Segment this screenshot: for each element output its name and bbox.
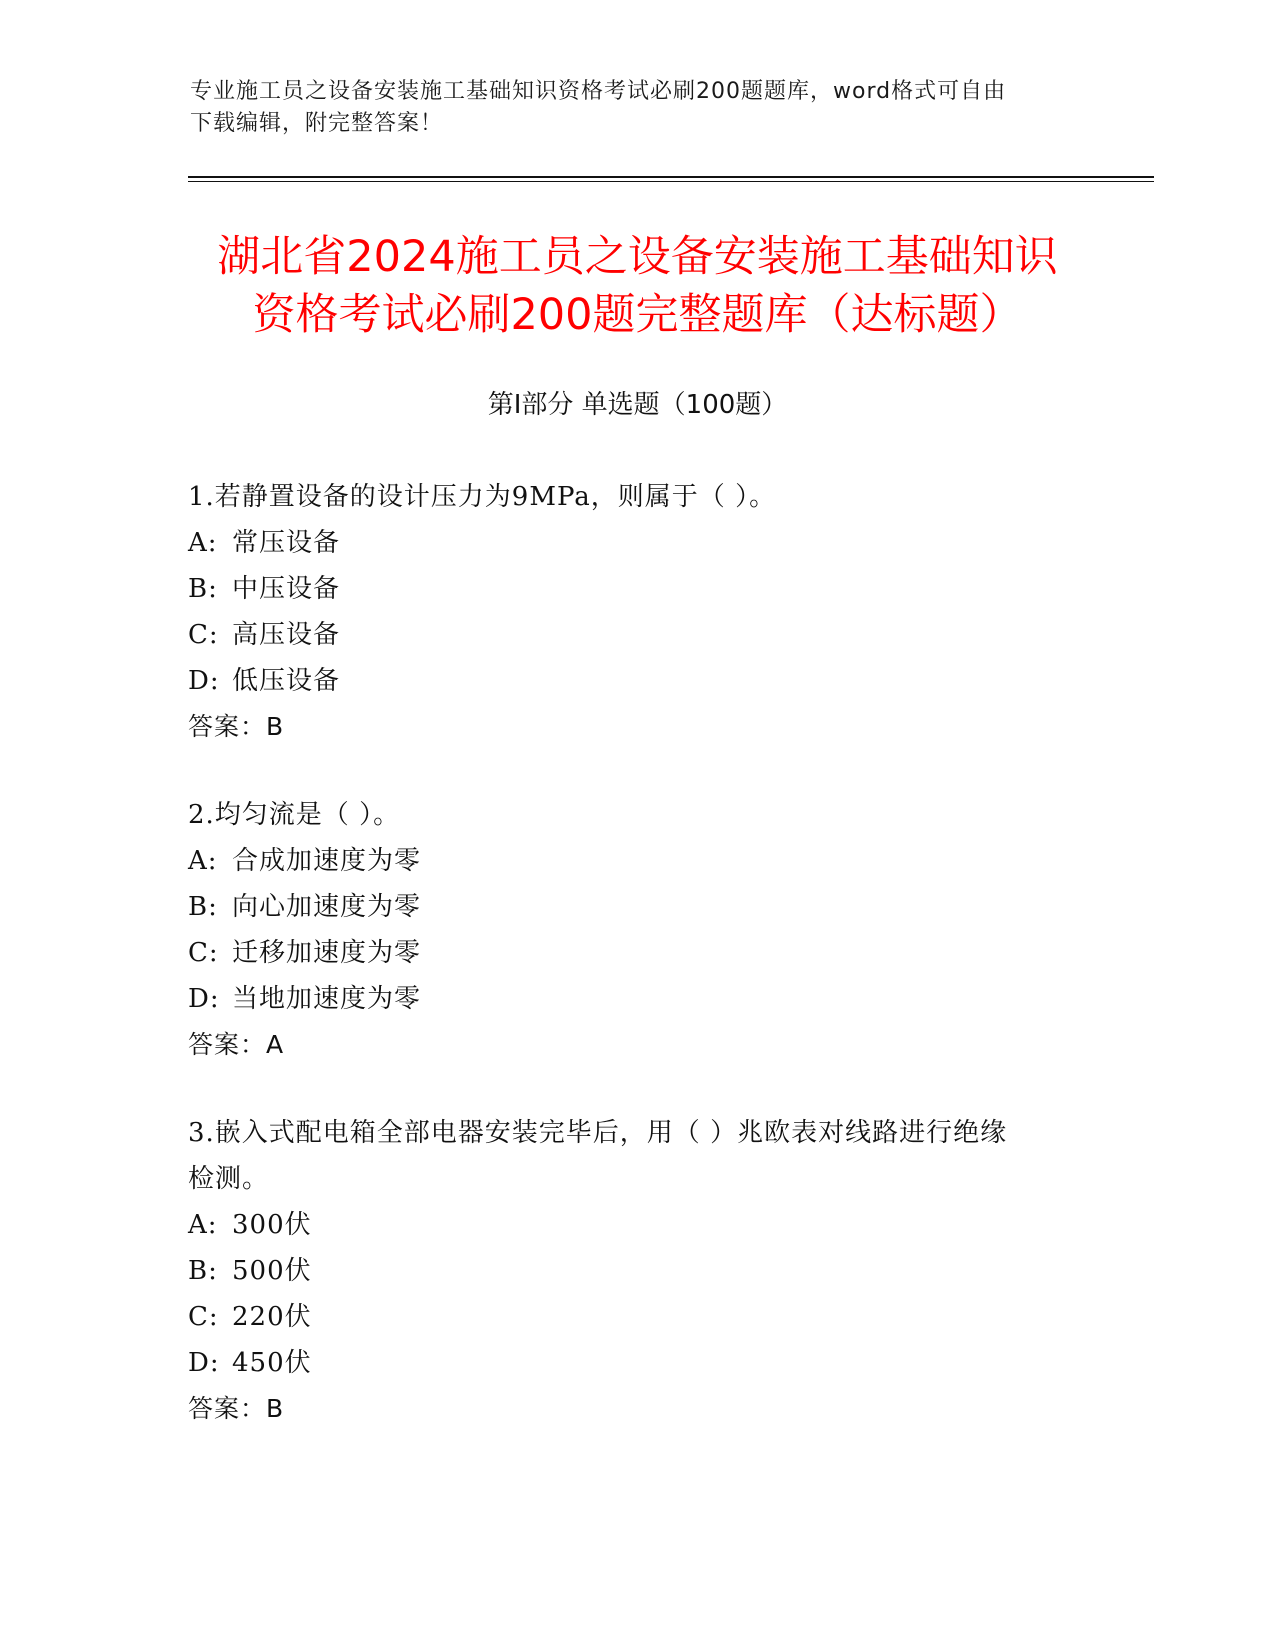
document-title (160, 228, 1115, 344)
answer-line: 答案：B (188, 712, 285, 741)
header-note-line-2: 下载编辑，附完整答案！ (190, 111, 444, 136)
option-text: 220伏 (232, 1302, 312, 1332)
option-text: 500伏 (232, 1256, 312, 1286)
option-key: D: (188, 666, 220, 696)
option-text: 合成加速度为零 (232, 846, 422, 876)
document-title-line-2: 资格考试必刷200题完整题库（达标题） (252, 290, 1023, 340)
option-text: 当地加速度为零 (232, 984, 422, 1014)
question-stem-line-1: 3.嵌入式配电箱全部电器安装完毕后，用（ ）兆欧表对线路进行绝缘 (188, 1118, 1008, 1148)
header-divider-thin (188, 181, 1154, 182)
option-c (188, 930, 1088, 976)
option-text: 低压设备 (232, 666, 341, 696)
option-a (188, 520, 1088, 566)
option-key: A: (188, 528, 218, 558)
option-c (188, 1294, 1088, 1340)
option-key: B: (188, 574, 218, 604)
option-text: 迁移加速度为零 (232, 938, 422, 968)
option-key: B: (188, 1256, 218, 1286)
question-stem: 2.均匀流是（ ）。 (188, 800, 401, 830)
option-d (188, 658, 1088, 704)
option-key: A: (188, 1210, 218, 1240)
option-text: 中压设备 (232, 574, 341, 604)
option-c (188, 612, 1088, 658)
header-note (190, 76, 1080, 140)
header-note-line-1: 专业施工员之设备安装施工基础知识资格考试必刷200题题库，word格式可自由 (190, 79, 1007, 104)
question-stem: 1.若静置设备的设计压力为9MPa，则属于（ ）。 (188, 482, 777, 512)
question-2 (188, 792, 1088, 1068)
option-d (188, 1340, 1088, 1386)
question-1 (188, 474, 1088, 750)
answer-line: 答案：B (188, 1394, 285, 1423)
option-text: 高压设备 (232, 620, 341, 650)
option-d (188, 976, 1088, 1022)
option-a (188, 838, 1088, 884)
option-text: 常压设备 (232, 528, 341, 558)
option-key: A: (188, 846, 218, 876)
option-key: C: (188, 1302, 219, 1332)
option-b (188, 884, 1088, 930)
section-heading: 第Ⅰ部分 单选题（100题） (487, 390, 788, 420)
option-key: C: (188, 938, 219, 968)
option-text: 450伏 (232, 1348, 312, 1378)
option-a (188, 1202, 1088, 1248)
answer-line: 答案：A (188, 1030, 285, 1059)
header-divider-thick (188, 176, 1154, 178)
option-key: D: (188, 984, 220, 1014)
option-text: 300伏 (232, 1210, 312, 1240)
option-b (188, 1248, 1088, 1294)
option-key: D: (188, 1348, 220, 1378)
option-text: 向心加速度为零 (232, 892, 422, 922)
question-3 (188, 1110, 1088, 1432)
question-stem-line-2: 检测。 (188, 1164, 270, 1194)
option-key: B: (188, 892, 218, 922)
document-title-line-1: 湖北省2024施工员之设备安装施工基础知识 (217, 232, 1058, 282)
option-b (188, 566, 1088, 612)
option-key: C: (188, 620, 219, 650)
